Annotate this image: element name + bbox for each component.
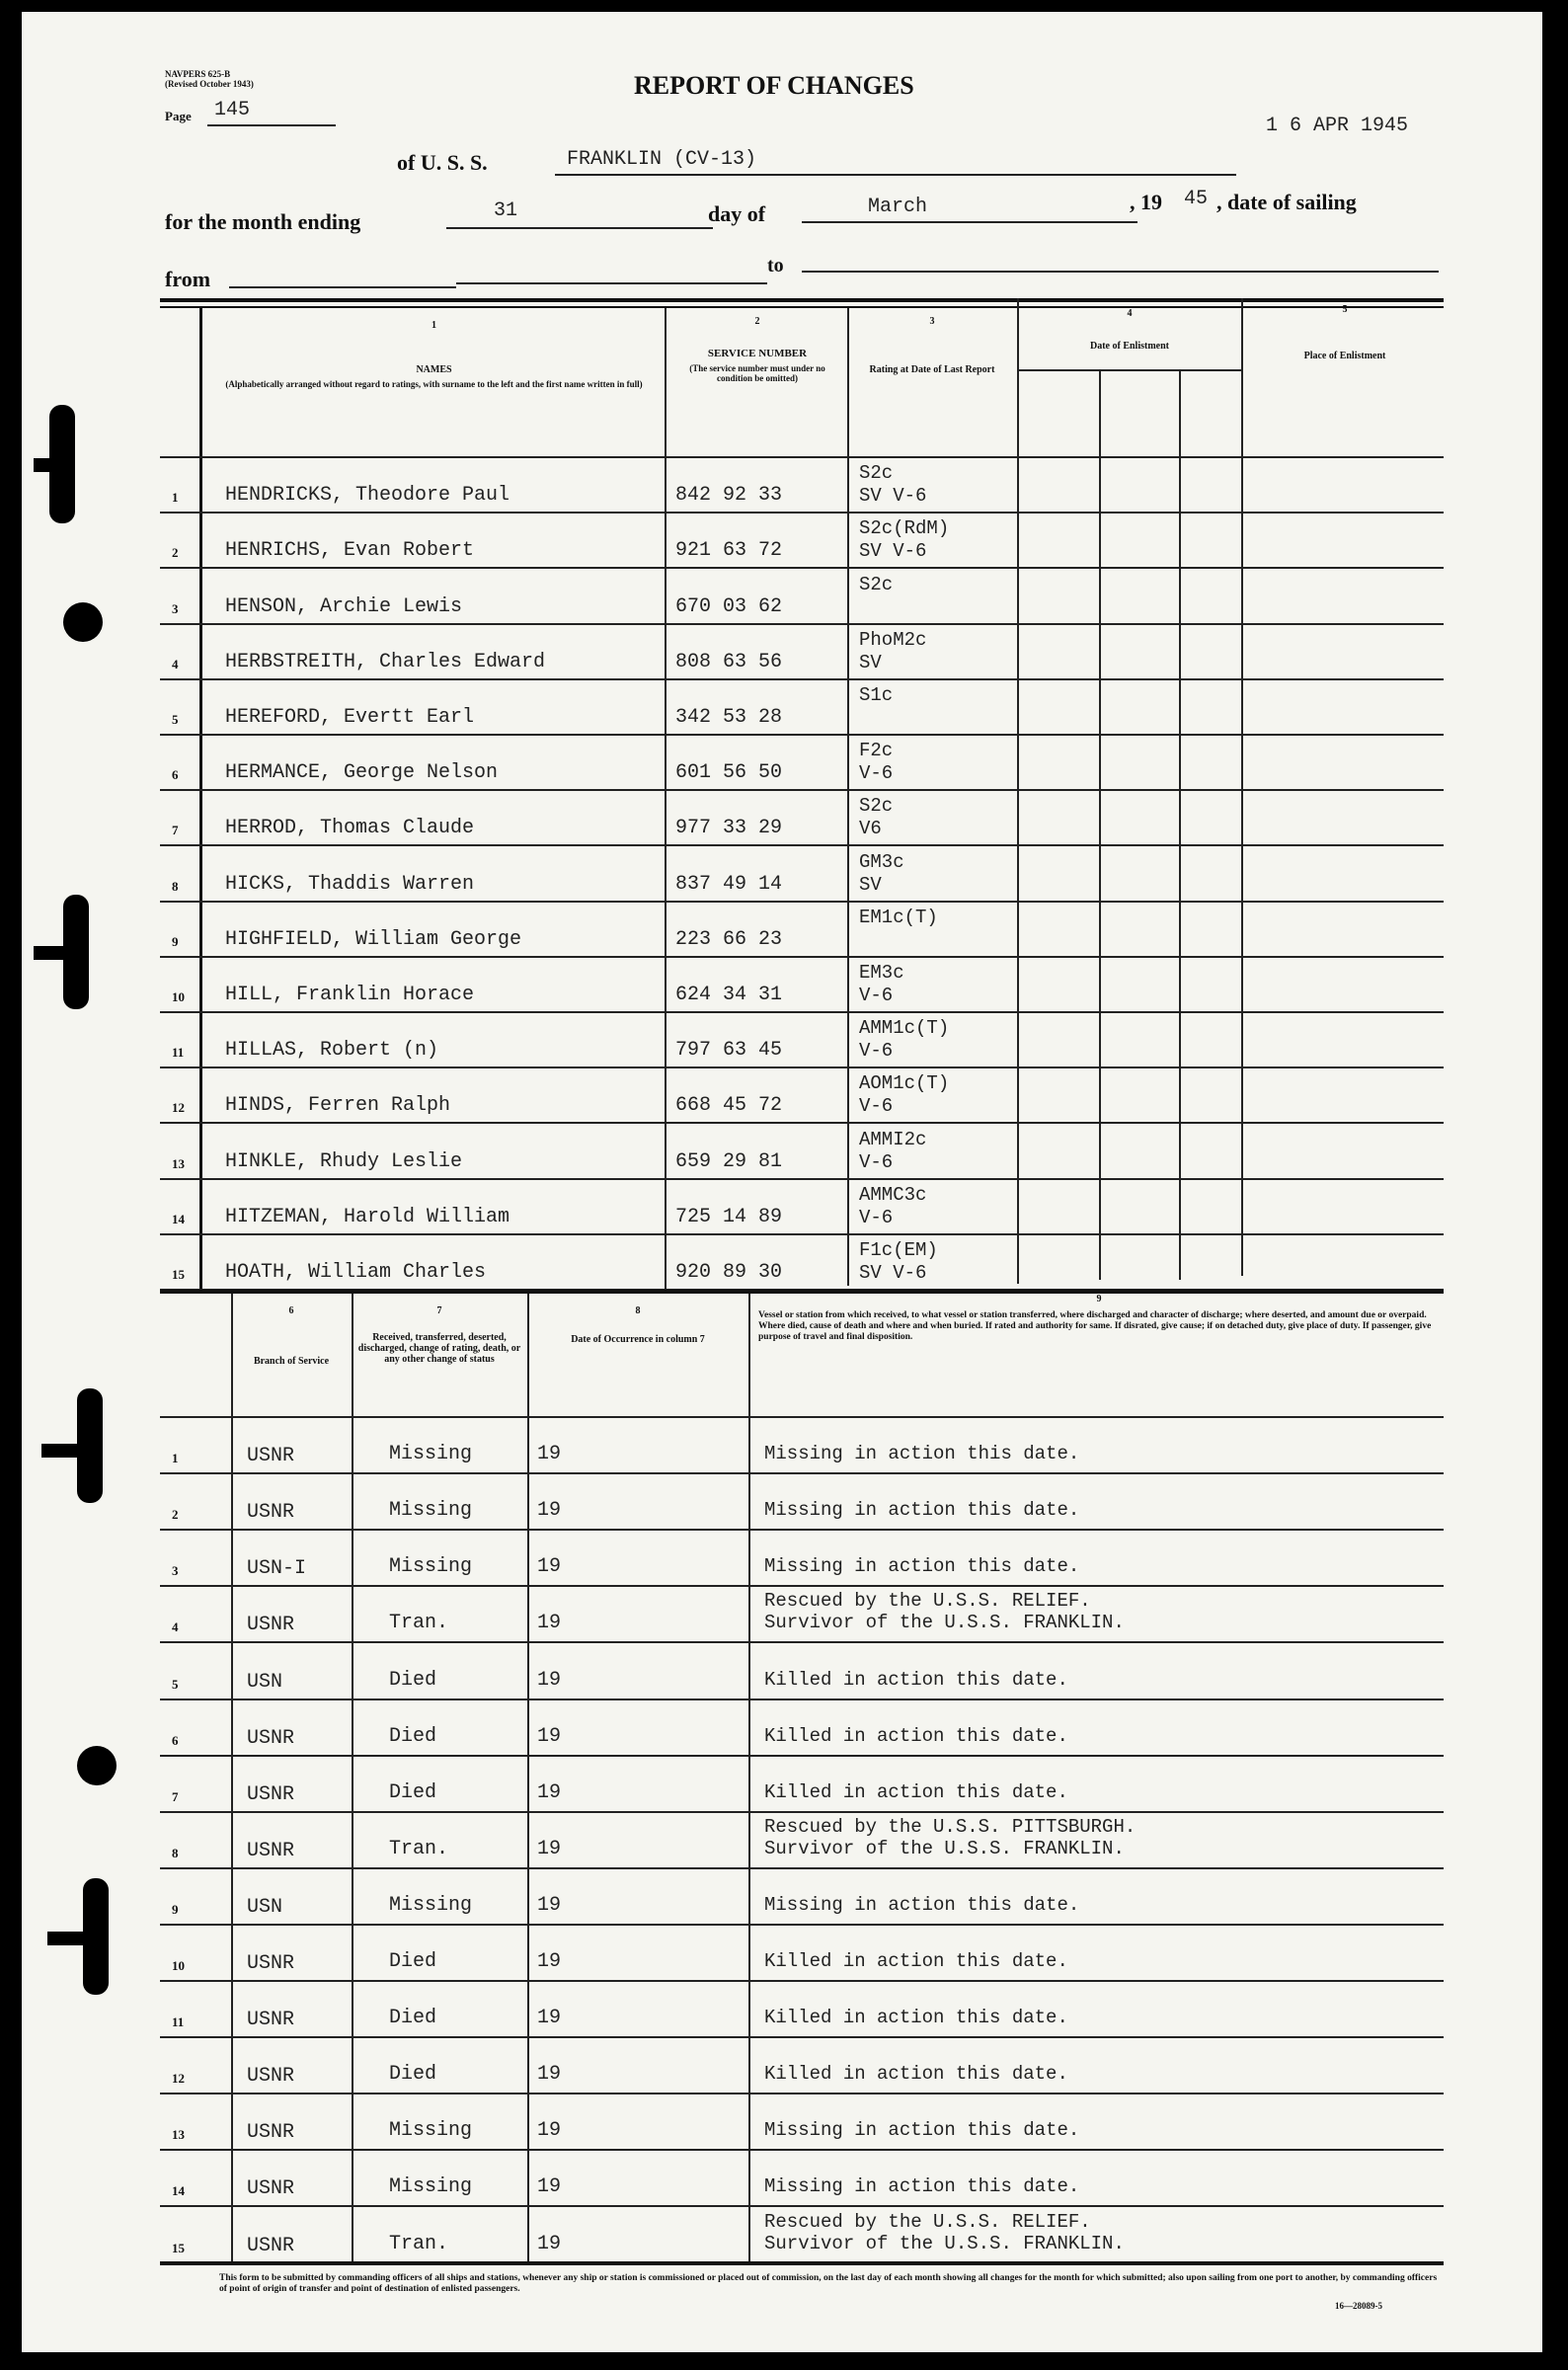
person-name: HERROD, Thomas Claude xyxy=(225,817,475,839)
service-number: 797 63 45 xyxy=(675,1039,783,1062)
rating-class: SV V-6 xyxy=(859,485,927,507)
year-prefix: , 19 xyxy=(1130,190,1162,214)
rating: S2c xyxy=(859,795,894,817)
rating: EM3c xyxy=(859,962,904,984)
row-number: 15 xyxy=(172,2241,185,2255)
branch-of-service: USNR xyxy=(247,1727,295,1750)
row-number: 8 xyxy=(172,1846,179,1860)
branch-of-service: USNR xyxy=(247,2121,295,2144)
row-number: 5 xyxy=(172,712,179,727)
rating-class: SV xyxy=(859,652,882,673)
remarks-line-2: Survivor of the U.S.S. FRANKLIN. xyxy=(764,2233,1125,2254)
person-name: HENRICHS, Evan Robert xyxy=(225,539,475,562)
branch-of-service: USNR xyxy=(247,1840,295,1862)
service-number: 223 66 23 xyxy=(675,928,783,951)
row-number: 8 xyxy=(172,879,179,894)
row-number: 2 xyxy=(172,545,179,560)
rating: AMMI2c xyxy=(859,1129,927,1150)
change-of-status: Tran. xyxy=(389,1838,449,1860)
service-number: 837 49 14 xyxy=(675,873,783,896)
occurrence-date: 19 xyxy=(537,2175,562,2198)
rating: S2c xyxy=(859,574,894,595)
remarks: Killed in action this date. xyxy=(764,1669,1068,1691)
row-number: 12 xyxy=(172,2071,185,2086)
row-number: 1 xyxy=(172,490,179,505)
branch-of-service: USNR xyxy=(247,1783,295,1806)
rating: AOM1c(T) xyxy=(859,1072,950,1094)
row-number: 7 xyxy=(172,1789,179,1804)
col-7-number: 7 xyxy=(436,1305,442,1316)
person-name: HIGHFIELD, William George xyxy=(225,928,522,951)
change-of-status: Missing xyxy=(389,1555,473,1578)
page-number: 145 xyxy=(214,99,251,121)
occurrence-date: 19 xyxy=(537,1499,562,1522)
rating-class: V-6 xyxy=(859,1095,894,1117)
remarks: Rescued by the U.S.S. RELIEF. xyxy=(764,2211,1091,2233)
occurrence-date: 19 xyxy=(537,1781,562,1804)
col-enlistment-place-header: Place of Enlistment xyxy=(1303,351,1386,361)
remarks: Killed in action this date. xyxy=(764,1950,1068,1972)
rating-class: V-6 xyxy=(859,762,894,784)
person-name: HEREFORD, Evertt Earl xyxy=(225,706,475,729)
punch-hole xyxy=(63,602,103,642)
ship-name: FRANKLIN (CV-13) xyxy=(567,148,757,171)
remarks-line-2: Survivor of the U.S.S. FRANKLIN. xyxy=(764,1612,1125,1633)
col-rating-header: Rating at Date of Last Report xyxy=(869,364,995,375)
person-name: HICKS, Thaddis Warren xyxy=(225,873,475,896)
report-month: March xyxy=(868,196,928,218)
of-uss-label: of U. S. S. xyxy=(397,150,488,175)
from-label: from xyxy=(165,267,211,291)
form-id: NAVPERS 625-B xyxy=(165,69,231,79)
remarks-line-2: Survivor of the U.S.S. FRANKLIN. xyxy=(764,1838,1125,1859)
rating-class: V-6 xyxy=(859,1207,894,1228)
day-of-label: day of xyxy=(708,201,766,226)
rating: F2c xyxy=(859,740,894,761)
rating: PhoM2c xyxy=(859,629,927,651)
occurrence-date: 19 xyxy=(537,2007,562,2029)
remarks: Missing in action this date. xyxy=(764,1555,1080,1577)
row-number: 3 xyxy=(172,1563,179,1578)
change-of-status: Tran. xyxy=(389,1612,449,1634)
change-of-status: Died xyxy=(389,2007,437,2029)
remarks: Missing in action this date. xyxy=(764,1443,1080,1464)
service-number: 921 63 72 xyxy=(675,539,783,562)
row-number: 14 xyxy=(172,1212,185,1226)
rating: S2c xyxy=(859,462,894,484)
col-enlistment-date-header: Date of Enlistment xyxy=(1090,341,1169,352)
change-of-status: Missing xyxy=(389,1443,473,1465)
rating: S2c(RdM) xyxy=(859,517,950,539)
row-number: 11 xyxy=(172,2014,185,2029)
remarks: Killed in action this date. xyxy=(764,1725,1068,1747)
occurrence-date: 19 xyxy=(537,1950,562,1973)
col-service-number-note: (The service number must under no condition be omitted) xyxy=(689,363,825,383)
row-number: 15 xyxy=(172,1267,185,1282)
month-ending-label: for the month ending xyxy=(165,209,361,234)
branch-of-service: USNR xyxy=(247,1445,295,1467)
branch-of-service: USNR xyxy=(247,2065,295,2088)
col-service-number-header: SERVICE NUMBER xyxy=(707,348,808,359)
col-remarks-header: Vessel or station from which received, to what vessel or station transferred, where discharged and character of discharge; where deserted, and amount due or overpaid. Where died, cause of death and where and when buried. If rated and authority for same. If disrated, give cause; if on detached duty, give place of duty. If passenger, give purpose of travel and final disposition. xyxy=(758,1310,1432,1342)
remarks: Killed in action this date. xyxy=(764,1781,1068,1803)
branch-of-service: USNR xyxy=(247,1952,295,1975)
row-number: 2 xyxy=(172,1507,179,1522)
service-number: 842 92 33 xyxy=(675,484,783,507)
page-label: Page xyxy=(165,109,192,123)
col-names-note: (Alphabetically arranged without regard to ratings, with surname to the left and the first name written in full) xyxy=(225,379,643,389)
row-number: 13 xyxy=(172,1156,185,1171)
punch-hole xyxy=(77,1746,117,1785)
rating-class: SV V-6 xyxy=(859,540,927,562)
remarks: Rescued by the U.S.S. PITTSBURGH. xyxy=(764,1816,1137,1838)
sailing-label: , date of sailing xyxy=(1216,190,1357,214)
col-1-number: 1 xyxy=(431,320,436,331)
change-of-status: Missing xyxy=(389,2175,473,2198)
rating-class: V-6 xyxy=(859,985,894,1006)
service-number: 668 45 72 xyxy=(675,1094,783,1117)
person-name: HENDRICKS, Theodore Paul xyxy=(225,484,510,507)
occurrence-date: 19 xyxy=(537,2063,562,2086)
rating-class: V6 xyxy=(859,818,882,839)
rating-class: V-6 xyxy=(859,1040,894,1062)
change-of-status: Tran. xyxy=(389,2233,449,2255)
col-change-header: Received, transferred, deserted, discharged, change of rating, death, or any other change of status xyxy=(357,1332,521,1365)
occurrence-date: 19 xyxy=(537,2119,562,2142)
rating: EM1c(T) xyxy=(859,907,938,928)
service-number: 601 56 50 xyxy=(675,761,783,784)
change-of-status: Died xyxy=(389,1669,437,1692)
branch-of-service: USN-I xyxy=(247,1557,307,1580)
row-number: 14 xyxy=(172,2183,185,2198)
person-name: HINKLE, Rhudy Leslie xyxy=(225,1150,463,1173)
rating: S1c xyxy=(859,684,894,706)
branch-of-service: USNR xyxy=(247,2177,295,2200)
remarks: Killed in action this date. xyxy=(764,2007,1068,2028)
row-number: 4 xyxy=(172,657,179,672)
person-name: HERBSTREITH, Charles Edward xyxy=(225,651,546,673)
branch-of-service: USNR xyxy=(247,2235,295,2257)
occurrence-date: 19 xyxy=(537,2233,562,2255)
service-number: 624 34 31 xyxy=(675,984,783,1006)
to-label: to xyxy=(767,255,784,276)
person-name: HINDS, Ferren Ralph xyxy=(225,1094,451,1117)
row-number: 6 xyxy=(172,767,179,782)
service-number: 670 03 62 xyxy=(675,595,783,618)
row-number: 11 xyxy=(172,1045,185,1060)
person-name: HITZEMAN, Harold William xyxy=(225,1206,510,1228)
row-number: 1 xyxy=(172,1451,179,1465)
change-of-status: Missing xyxy=(389,1499,473,1522)
col-8-number: 8 xyxy=(635,1305,641,1316)
service-number: 659 29 81 xyxy=(675,1150,783,1173)
row-number: 10 xyxy=(172,989,185,1004)
occurrence-date: 19 xyxy=(537,1894,562,1917)
received-stamp-date: 1 6 APR 1945 xyxy=(1266,115,1409,137)
row-number: 5 xyxy=(172,1677,179,1692)
remarks: Rescued by the U.S.S. RELIEF. xyxy=(764,1590,1091,1612)
occurrence-date: 19 xyxy=(537,1725,562,1748)
occurrence-date: 19 xyxy=(537,1838,562,1860)
rating: AMMC3c xyxy=(859,1184,927,1206)
service-number: 725 14 89 xyxy=(675,1206,783,1228)
page-title: REPORT OF CHANGES xyxy=(634,71,914,100)
col-3-number: 3 xyxy=(929,316,935,327)
person-name: HILLAS, Robert (n) xyxy=(225,1039,439,1062)
remarks: Killed in action this date. xyxy=(764,2063,1068,2085)
col-2-number: 2 xyxy=(754,316,760,327)
rating-class: V-6 xyxy=(859,1151,894,1173)
service-number: 920 89 30 xyxy=(675,1261,783,1284)
change-of-status: Died xyxy=(389,1781,437,1804)
branch-of-service: USNR xyxy=(247,1501,295,1524)
person-name: HOATH, William Charles xyxy=(225,1261,487,1284)
col-6-number: 6 xyxy=(288,1305,294,1316)
col-occurrence-date-header: Date of Occurrence in column 7 xyxy=(571,1334,705,1345)
row-number: 9 xyxy=(172,934,179,949)
col-9-number: 9 xyxy=(1096,1294,1102,1304)
service-number: 342 53 28 xyxy=(675,706,783,729)
change-of-status: Died xyxy=(389,2063,437,2086)
occurrence-date: 19 xyxy=(537,1555,562,1578)
row-number: 7 xyxy=(172,823,179,837)
rating: F1c(EM) xyxy=(859,1239,938,1261)
occurrence-date: 19 xyxy=(537,1443,562,1465)
change-of-status: Missing xyxy=(389,2119,473,2142)
occurrence-date: 19 xyxy=(537,1612,562,1634)
person-name: HILL, Franklin Horace xyxy=(225,984,475,1006)
occurrence-date: 19 xyxy=(537,1669,562,1692)
remarks: Missing in action this date. xyxy=(764,1499,1080,1521)
report-day: 31 xyxy=(494,199,518,222)
change-of-status: Died xyxy=(389,1950,437,1973)
rating: AMM1c(T) xyxy=(859,1017,950,1039)
row-number: 3 xyxy=(172,601,179,616)
row-number: 4 xyxy=(172,1620,179,1634)
report-year: 45 xyxy=(1184,188,1209,210)
col-names-header: NAMES xyxy=(416,364,452,375)
branch-of-service: USNR xyxy=(247,1614,295,1636)
person-name: HERMANCE, George Nelson xyxy=(225,761,499,784)
row-number: 10 xyxy=(172,1958,185,1973)
col-4-number: 4 xyxy=(1127,308,1133,319)
col-5-number: 5 xyxy=(1342,304,1348,315)
rating-class: SV xyxy=(859,874,882,896)
footer-instructions: This form to be submitted by commanding officers of all ships and stations, whenever any ship or station is commissioned or placed out of commission, on the last day of each month showing all changes for the month for which submitted; also upon sailing from one port to another, by commanding officers of point of origin of transfer and point of destination of enlisted passengers. xyxy=(219,2273,1438,2294)
change-of-status: Died xyxy=(389,1725,437,1748)
remarks: Missing in action this date. xyxy=(764,2175,1080,2197)
col-branch-header: Branch of Service xyxy=(253,1356,330,1367)
rating-class: SV V-6 xyxy=(859,1262,927,1284)
branch-of-service: USN xyxy=(247,1896,283,1919)
service-number: 808 63 56 xyxy=(675,651,783,673)
row-number: 9 xyxy=(172,1902,179,1917)
change-of-status: Missing xyxy=(389,1894,473,1917)
branch-of-service: USN xyxy=(247,1671,283,1694)
remarks: Missing in action this date. xyxy=(764,1894,1080,1916)
person-name: HENSON, Archie Lewis xyxy=(225,595,463,618)
report-form xyxy=(22,12,1542,2352)
remarks: Missing in action this date. xyxy=(764,2119,1080,2141)
row-number: 12 xyxy=(172,1100,185,1115)
form-revision: (Revised October 1943) xyxy=(165,79,254,89)
rating: GM3c xyxy=(859,851,904,873)
row-number: 13 xyxy=(172,2127,185,2142)
print-code: 16—28089-5 xyxy=(1335,2301,1382,2311)
service-number: 977 33 29 xyxy=(675,817,783,839)
branch-of-service: USNR xyxy=(247,2009,295,2031)
row-number: 6 xyxy=(172,1733,179,1748)
